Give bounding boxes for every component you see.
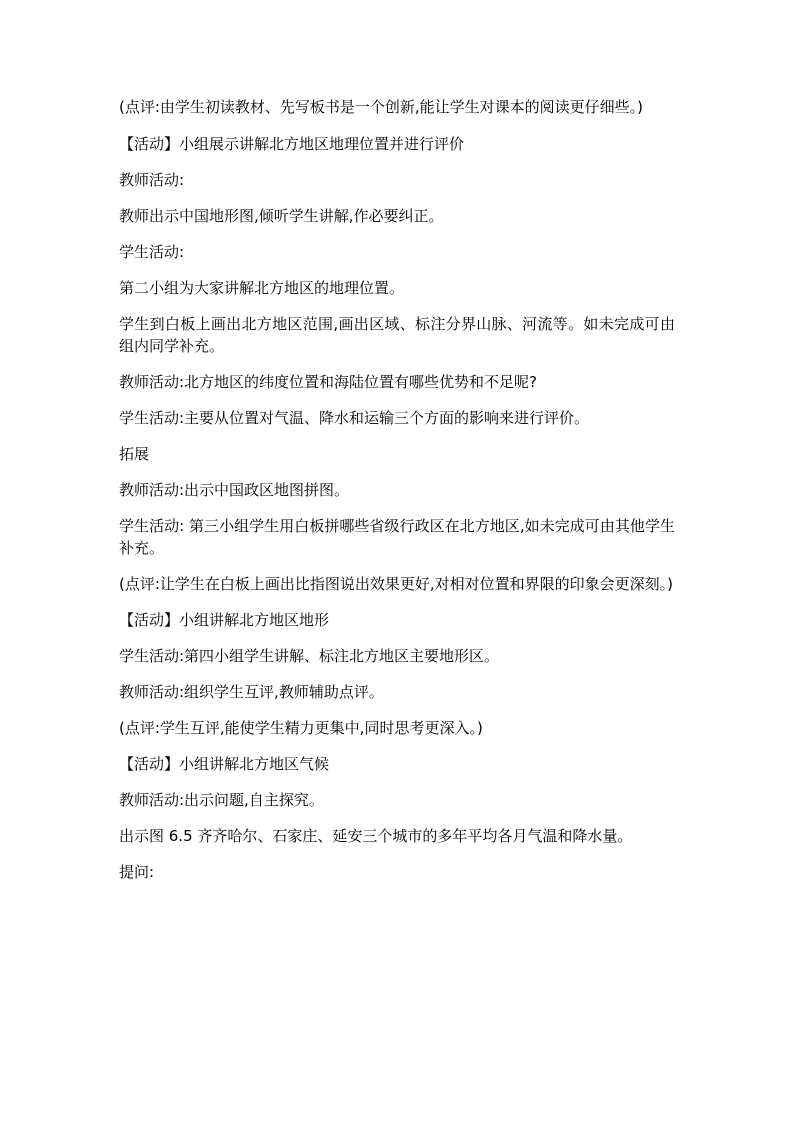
body-paragraph: 教师活动:北方地区的纬度位置和海陆位置有哪些优势和不足呢?: [119, 373, 538, 391]
document-body: [119, 96, 675, 897]
extension-heading: 拓展: [119, 445, 150, 463]
body-paragraph: 教师出示中国地形图,倾听学生讲解,作必要纠正。: [119, 207, 444, 225]
activity-heading: 【活动】小组讲解北方地区气候: [119, 755, 330, 773]
body-paragraph: 学生到白板上画出北方地区范围,画出区域、标注分界山脉、河流等。如未完成可由组内同学补充。: [119, 315, 675, 355]
teacher-activity-label: 教师活动:: [119, 171, 185, 189]
activity-heading: 【活动】小组展示讲解北方地区地理位置并进行评价: [119, 135, 465, 153]
body-paragraph: 出示图 6.5 齐齐哈尔、石家庄、延安三个城市的多年平均各月气温和降水量。: [119, 827, 633, 845]
body-paragraph: 学生活动: 第三小组学生用白板拼哪些省级行政区在北方地区,如未完成可由其他学生补充。: [119, 517, 675, 557]
body-paragraph: 教师活动:出示问题,自主探究。: [119, 791, 324, 809]
question-label: 提问:: [119, 863, 155, 881]
body-paragraph: 教师活动:出示中国政区地图拼图。: [119, 481, 350, 499]
student-activity-label: 学生活动:: [119, 243, 185, 261]
comment-paragraph: (点评:让学生在白板上画出比指图说出效果更好,对相对位置和界限的印象会更深刻。): [119, 575, 674, 593]
body-paragraph: 学生活动:第四小组学生讲解、标注北方地区主要地形区。: [119, 647, 500, 665]
body-paragraph: 教师活动:组织学生互评,教师辅助点评。: [119, 683, 384, 701]
activity-heading: 【活动】小组讲解北方地区地形: [119, 611, 330, 629]
body-paragraph: 第二小组为大家讲解北方地区的地理位置。: [119, 279, 405, 297]
comment-paragraph: (点评:由学生初读教材、先写板书是一个创新,能让学生对课本的阅读更仔细些。): [119, 98, 644, 116]
comment-paragraph: (点评:学生互评,能使学生精力更集中,同时思考更深入。): [119, 719, 483, 737]
body-paragraph: 学生活动:主要从位置对气温、降水和运输三个方面的影响来进行评价。: [119, 409, 590, 427]
